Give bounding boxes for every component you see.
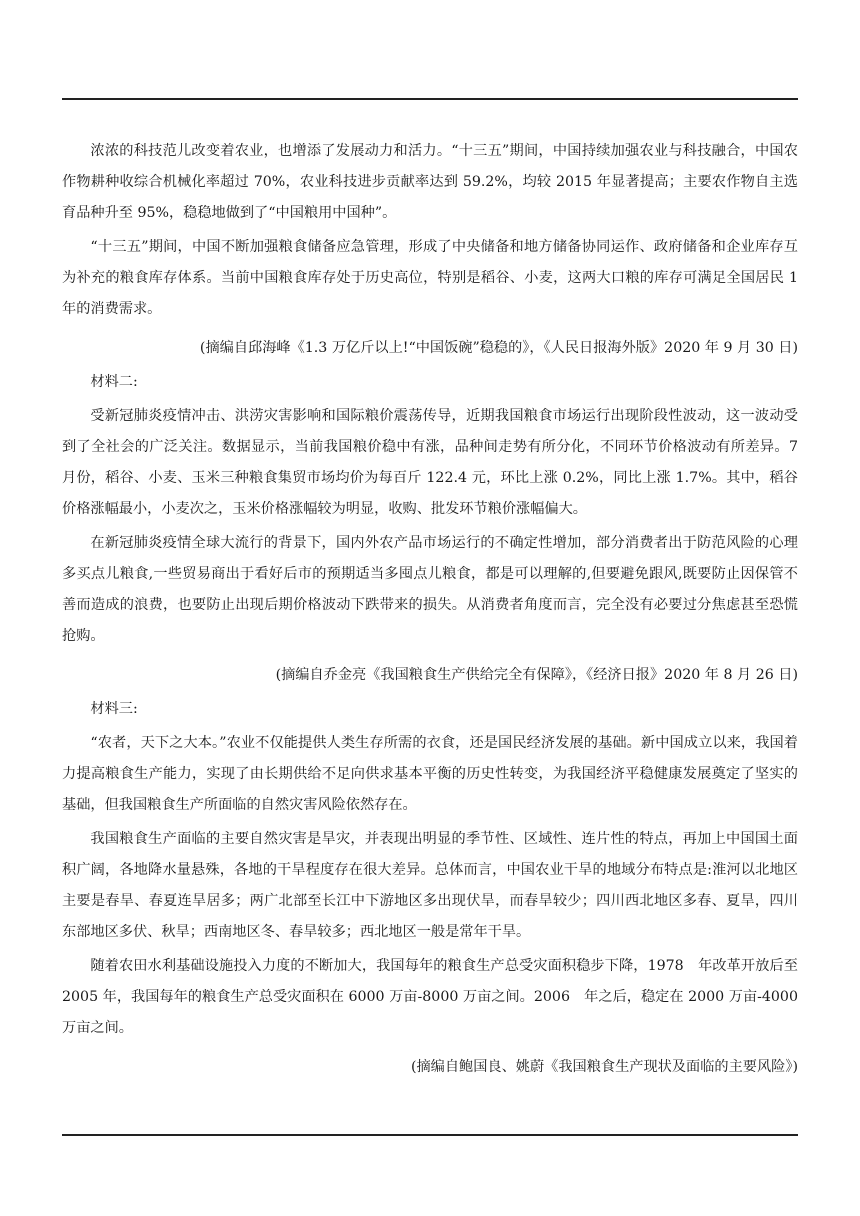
source-citation-1: (摘编自邱海峰《1.3 万亿斤以上!“中国饭碗”稳稳的》，《人民日报海外版》2020 年 9 月 30 日) — [199, 340, 798, 356]
paragraph-7: 随着农田水利基础设施投入力度的不断加大，我国每年的粮食生产总受灾面积稳步下降，1978 年改革开放后至 2005 年，我国每年的粮食生产总受灾面积在 6000 万亩-8000 万亩之间。2006 年之后，稳定在 2000 万亩-4000 万亩之间。 — [62, 958, 798, 1036]
header-rule — [62, 98, 798, 100]
paragraph-6: 我国粮食生产面临的主要自然灾害是旱灾，并表现出明显的季节性、区域性、连片性的特点，再加上中国国土面积广阔，各地降水量悬殊，各地的干旱程度存在很大差异。总体而言，中国农业干旱的地域分布特点是:淮河以北地区主要是春旱、春夏连旱居多；两广北部至长江中下游地区多出现伏旱，而春旱较少；四川西北地区多春、夏旱，四川东部地区多伏、秋旱；西南地区冬、春旱较多；西北地区一般是常年干旱。 — [62, 831, 798, 940]
paragraph-2: “十三五”期间，中国不断加强粮食储备应急管理，形成了中央储备和地方储备协同运作、政府储备和企业库存互为补充的粮食库存体系。当前中国粮食库存处于历史高位，特别是稻谷、小麦，这两大口粮的库存可满足全国居民 1 年的消费需求。 — [62, 239, 798, 317]
material-heading-2: 材料二: — [90, 374, 138, 390]
paragraph-3: 受新冠肺炎疫情冲击、洪涝灾害影响和国际粮价震荡传导，近期我国粮食市场运行出现阶段性波动，这一波动受到了全社会的广泛关注。数据显示，当前我国粮价稳中有涨，品种间走势有所分化，不同环节价格波动有所差异。7 月份，稻谷、小麦、玉米三种粮食集贸市场均价为每百斤 122.4 元，环比上涨 0.2%，同比上涨 1.7%。其中，稻谷价格涨幅最小，小麦次之，玉米价格涨幅较为明显，收购、批发环节粮价涨幅偏大。 — [62, 408, 798, 517]
source-citation-2: (摘编自乔金亮《我国粮食生产供给完全有保障》，《经济日报》2020 年 8 月 26 日) — [275, 667, 798, 683]
material-heading-3: 材料三: — [90, 701, 138, 717]
paragraph-1: 浓浓的科技范儿改变着农业，也增添了发展动力和活力。“十三五”期间，中国持续加强农业与科技融合，中国农作物耕种收综合机械化率超过 70%，农业科技进步贡献率达到 59.2%，均较 2015 年显著提高；主要农作物自主选育品种升至 95%，稳稳地做到了“中国粮用中国种”。 — [62, 143, 798, 221]
paragraph-4: 在新冠肺炎疫情全球大流行的背景下，国内外农产品市场运行的不确定性增加，部分消费者出于防范风险的心理多买点儿粮食,一些贸易商出于看好后市的预期适当多囤点儿粮食，都是可以理解的,但要避免跟风,既要防止因保管不善而造成的浪费，也要防止出现后期价格波动下跌带来的损失。从消费者角度而言，完全没有必要过分焦虑甚至恐慌抢购。 — [62, 535, 798, 644]
paragraph-5: “农者，天下之大本。”农业不仅能提供人类生存所需的衣食，还是国民经济发展的基础。新中国成立以来，我国着力提高粮食生产能力，实现了由长期供给不足向供求基本平衡的历史性转变，为我国经济平稳健康发展奠定了坚实的基础，但我国粮食生产所面临的自然灾害风险依然存在。 — [62, 735, 798, 813]
source-citation-3: (摘编自鲍国良、姚蔚《我国粮食生产现状及面临的主要风险》) — [410, 1059, 798, 1075]
footer-rule — [62, 1134, 798, 1136]
document-body — [62, 136, 798, 1083]
